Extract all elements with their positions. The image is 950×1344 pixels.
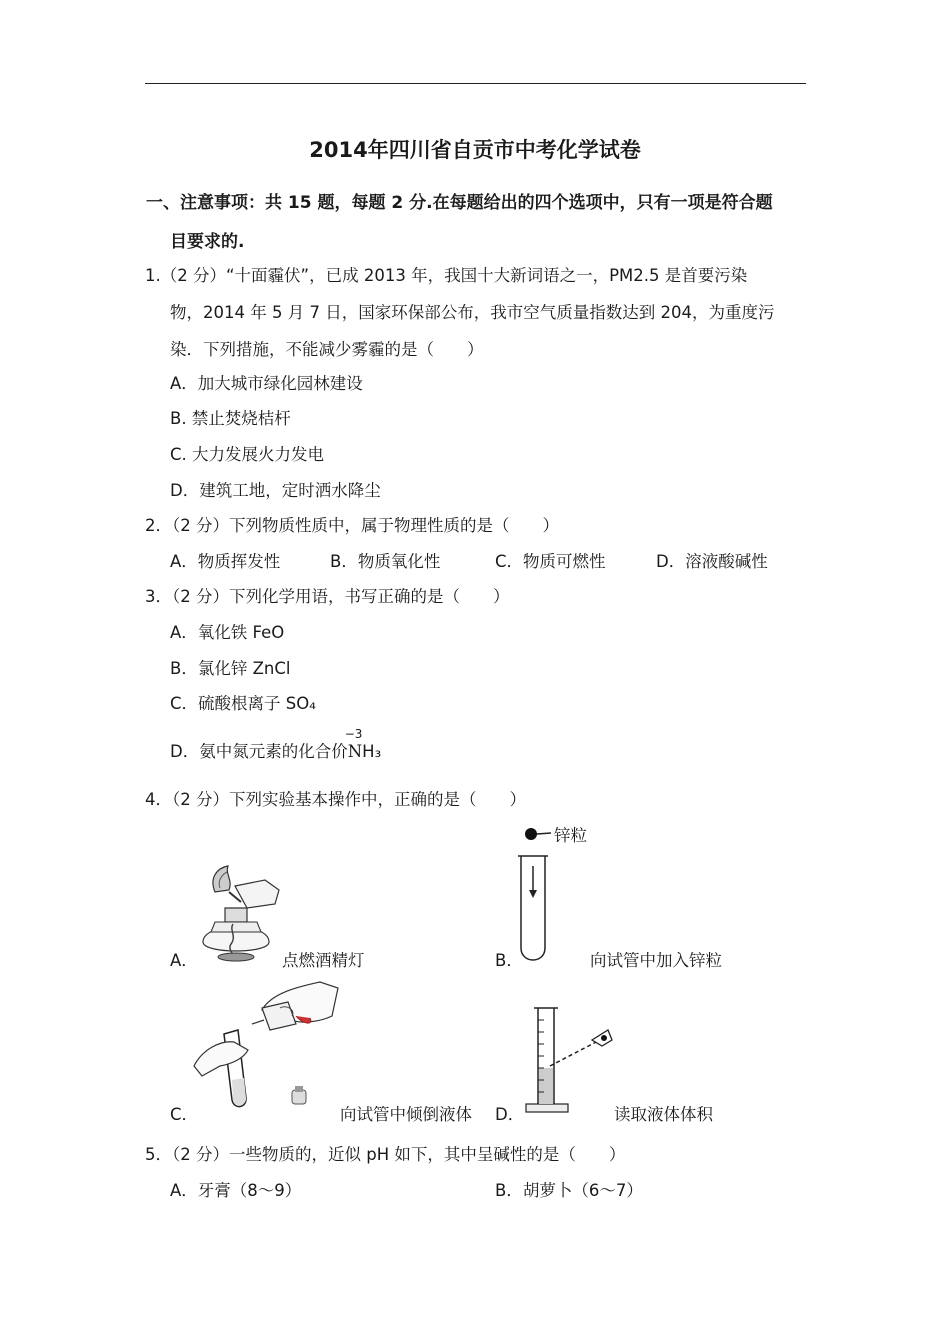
zinc-label: 锌粒 (554, 826, 587, 845)
page-title: 2014年四川省自贡市中考化学试卷 (309, 138, 641, 162)
q3-option-a: A．氧化铁 FeO (170, 623, 285, 642)
q3-option-b: B．氯化锌 ZnCl (170, 659, 291, 678)
figure-graduated-cylinder (522, 1000, 617, 1116)
q3-option-d (170, 727, 382, 762)
q1-option-b: B. 禁止焚烧桔杆 (170, 409, 291, 428)
q4-option-d-letter: D． (495, 1105, 525, 1124)
zinc-granule (525, 828, 537, 840)
q3-option-d-suffix: H₃ (362, 742, 382, 761)
q3-option-d-prefix: D．氨中氮元素的化合价 (170, 742, 348, 761)
q2-option-c: C．物质可燃性 (495, 552, 606, 571)
q5-stem: 5．（2 分）一些物质的，近似 pH 如下，其中呈碱性的是（ ） (145, 1145, 626, 1164)
q2-option-a: A．物质挥发性 (170, 552, 281, 571)
q1-stem-line3: 染．下列措施，不能减少雾霾的是（ ） (170, 340, 484, 359)
q2-option-b: B．物质氧化性 (330, 552, 441, 571)
q1-stem-line1: 1.（2 分）“十面霾伏”，已成 2013 年，我国十大新词语之一，PM2.5 是首要污染 (145, 266, 748, 285)
q4-stem: 4．（2 分）下列实验基本操作中，正确的是（ ） (145, 790, 526, 809)
section-heading-line2: 目要求的. (170, 232, 245, 252)
q3-option-c: C．硫酸根离子 SO₄ (170, 694, 316, 713)
q5-option-b: B．胡萝卜（6～7） (495, 1181, 643, 1200)
q4-option-c-text: 向试管中倾倒液体 (340, 1105, 472, 1124)
q1-option-c: C. 大力发展火力发电 (170, 445, 325, 464)
q2-option-d: D．溶液酸碱性 (656, 552, 768, 571)
valence-sup: −3 (344, 727, 363, 741)
section-heading-line1: 一、注意事项：共 15 题，每题 2 分.在每题给出的四个选项中，只有一项是符合题 (146, 193, 773, 213)
q1-option-a: A．加大城市绿化园林建设 (170, 374, 363, 393)
q4-option-c-letter: C． (170, 1105, 199, 1124)
q4-option-d-text: 读取液体体积 (614, 1105, 713, 1124)
q3-stem: 3．（2 分）下列化学用语，书写正确的是（ ） (145, 587, 510, 606)
figure-alcohol-lamp (195, 862, 287, 964)
q2-stem: 2．（2 分）下列物质性质中，属于物理性质的是（ ） (145, 516, 559, 535)
valence-notation (344, 727, 363, 761)
q1-stem-line2: 物，2014 年 5 月 7 日，国家环保部公布，我市空气质量指数达到 204，为重度污 (170, 303, 775, 322)
q4-option-a-letter: A． (170, 951, 198, 970)
figure-pour-liquid (192, 980, 342, 1112)
q4-option-b-letter: B． (495, 951, 523, 970)
q4-option-b-text: 向试管中加入锌粒 (590, 951, 722, 970)
q5-option-a: A．牙膏（8～9） (170, 1181, 302, 1200)
header-rule (145, 83, 806, 84)
valence-element: N (347, 742, 363, 761)
q1-option-d: D．建筑工地，定时洒水降尘 (170, 481, 381, 500)
q4-option-a-text: 点燃酒精灯 (282, 951, 365, 970)
